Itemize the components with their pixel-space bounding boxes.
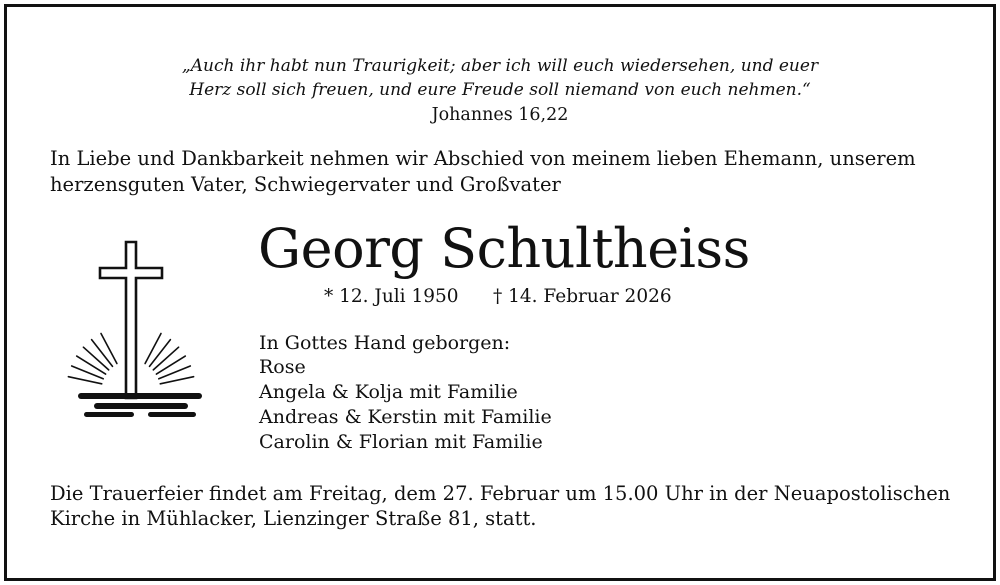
mourner-name: Andreas & Kerstin mit Familie	[259, 406, 552, 428]
mourners-heading: In Gottes Hand geborgen:	[259, 332, 511, 354]
funeral-notice-line-2: Kirche in Mühlacker, Lienzinger Straße 81, statt.	[50, 507, 537, 530]
bible-quote-line-1: „Auch ihr habt nun Traurigkeit; aber ich will euch wiedersehen, und euer	[181, 56, 819, 76]
mourner-name: Rose	[259, 356, 306, 378]
deceased-name: Georg Schultheiss	[258, 217, 750, 280]
bible-quote-line-2: Herz soll sich freuen, und eure Freude soll niemand von euch nehmen.“	[189, 80, 811, 100]
cross-sun-water-icon	[62, 240, 218, 418]
funeral-notice-line-1: Die Trauerfeier findet am Freitag, dem 27. Februar um 15.00 Uhr in der Neuapostolischen	[50, 482, 951, 505]
mourner-name: Angela & Kolja mit Familie	[259, 381, 518, 403]
intro-text-line-2: herzensguten Vater, Schwiegervater und Großvater	[50, 173, 561, 196]
mourner-name: Carolin & Florian mit Familie	[259, 431, 543, 453]
intro-text-line-1: In Liebe und Dankbarkeit nehmen wir Abschied von meinem lieben Ehemann, unserem	[50, 147, 916, 170]
death-date: † 14. Februar 2026	[493, 286, 672, 307]
bible-reference: Johannes 16,22	[431, 105, 569, 125]
birth-date: * 12. Juli 1950	[324, 286, 459, 307]
